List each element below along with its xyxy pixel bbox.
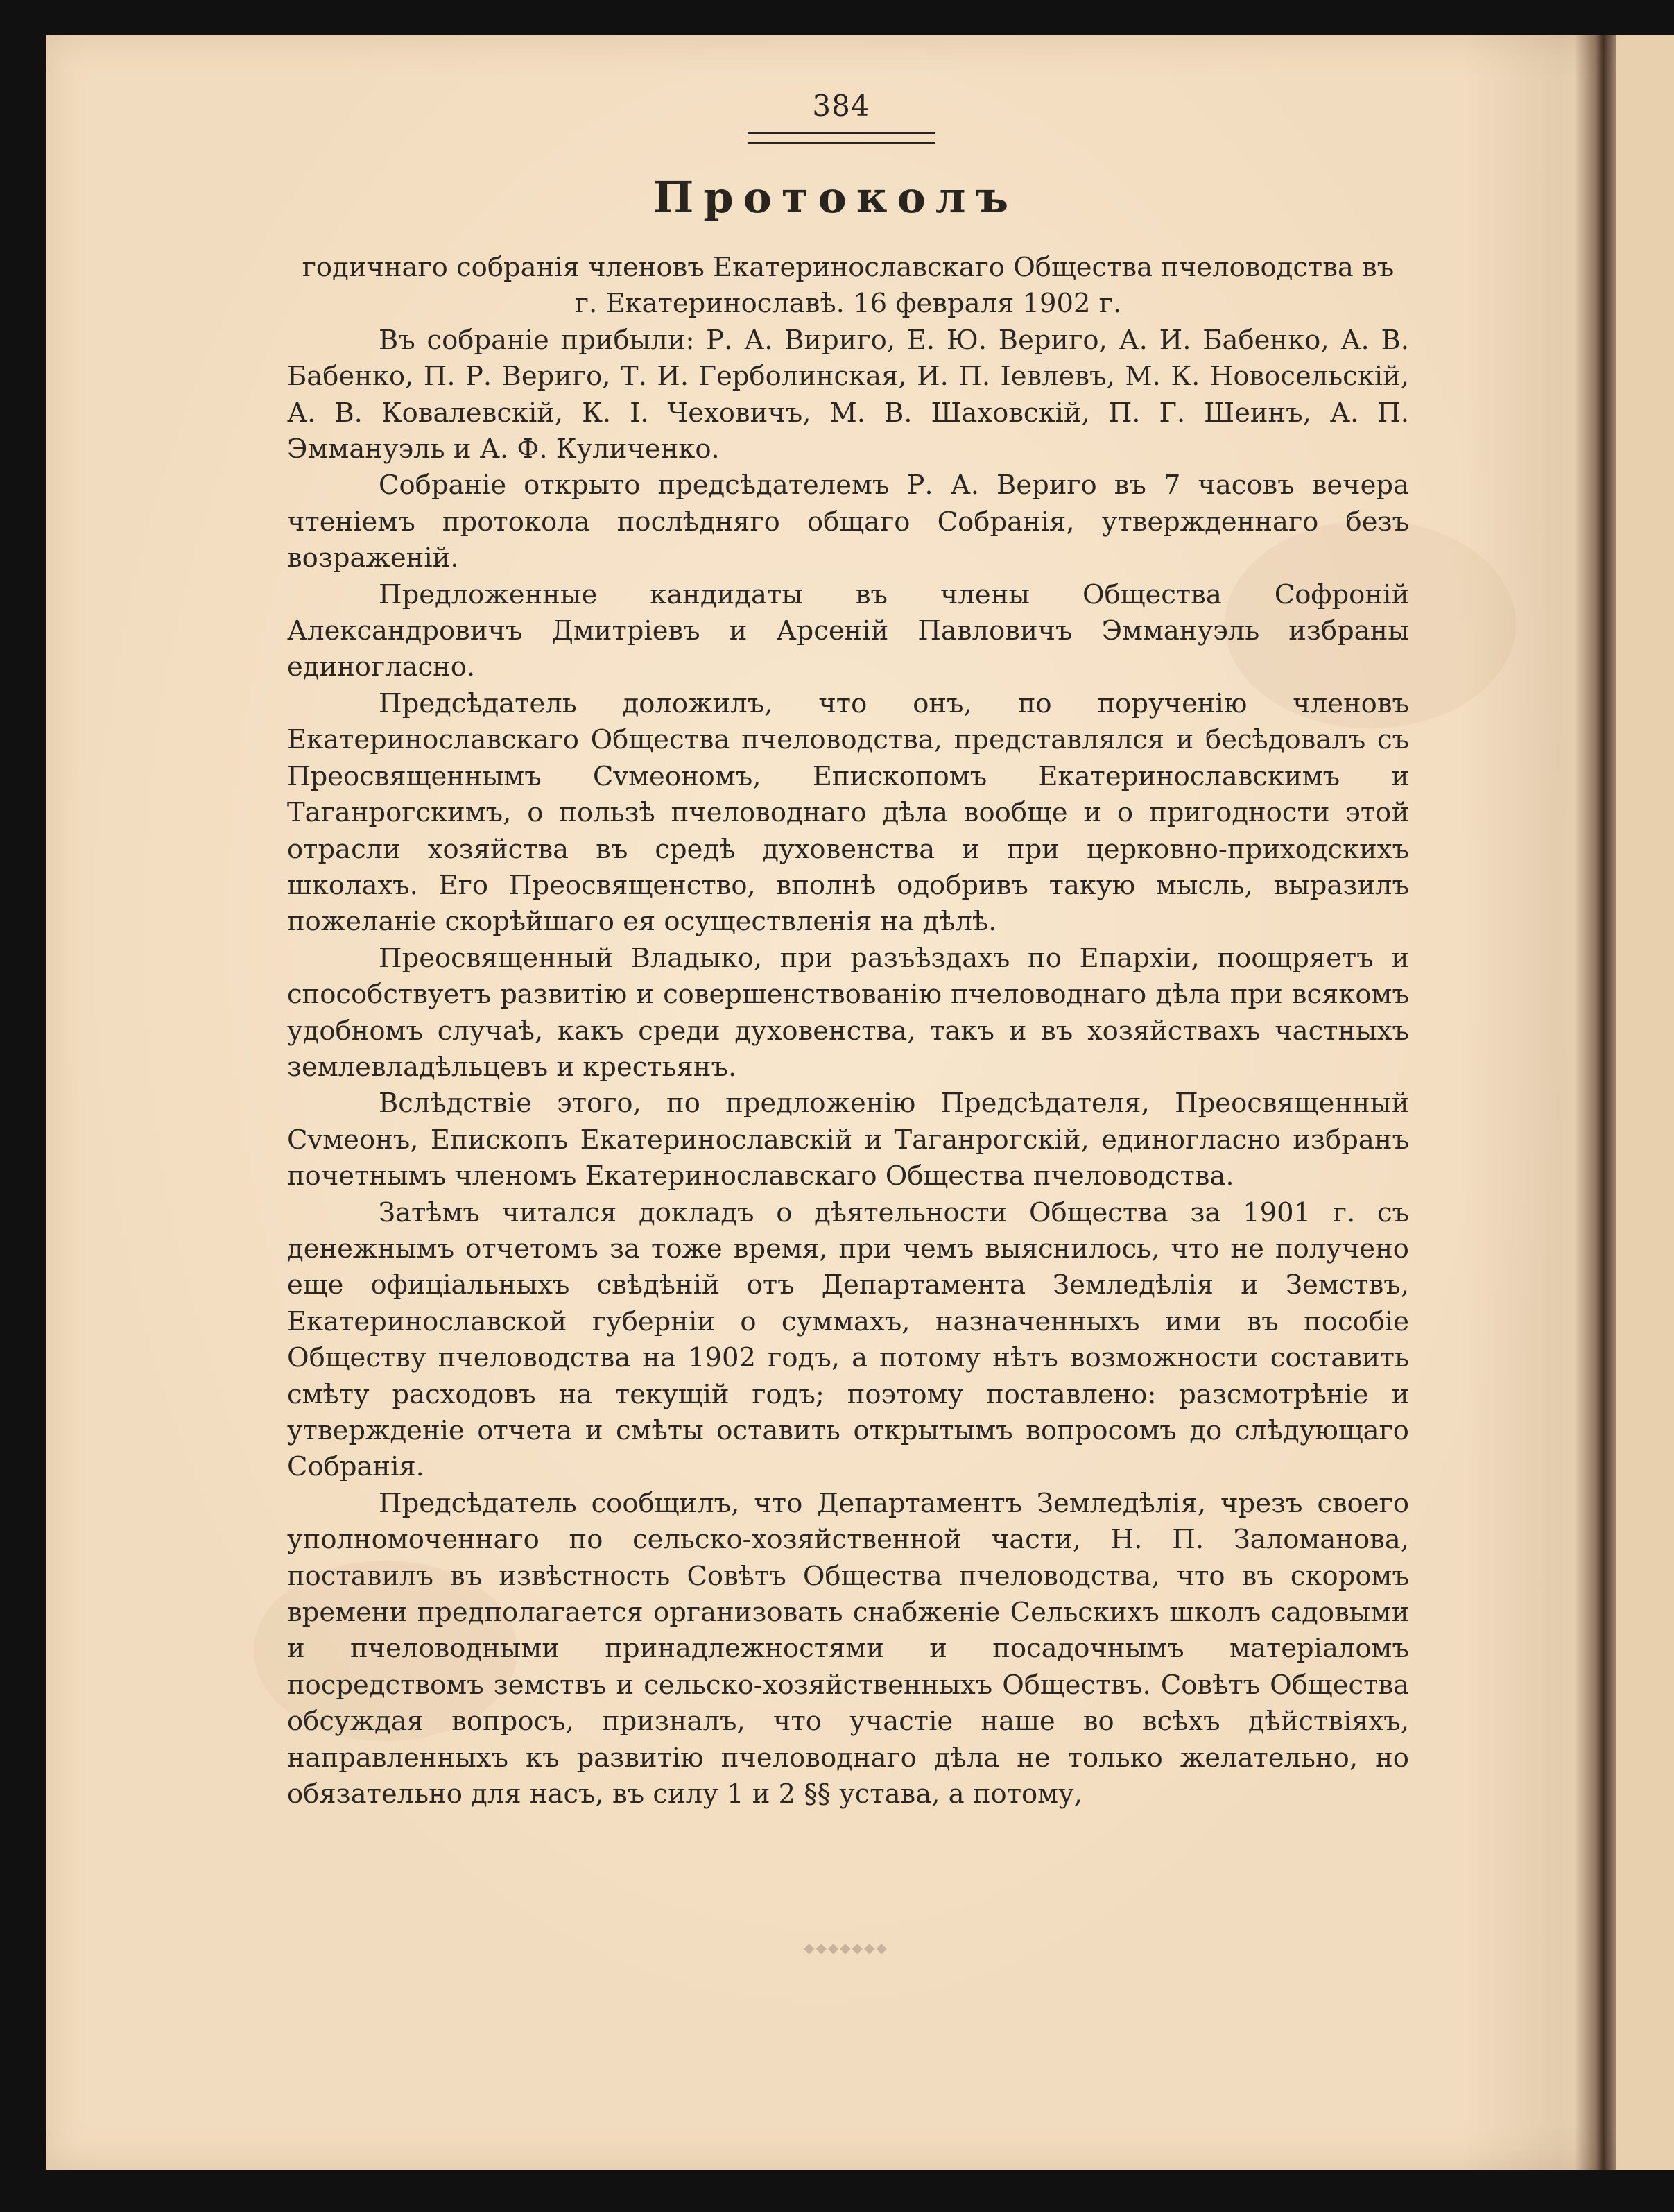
text-paragraph: Предсѣдатель доложилъ, что онъ, по порученію членовъ Екатеринославскаго Общества пчеловодства, представлялся и бесѣдовалъ съ Преосвященнымъ Сvмеономъ, Епископомъ Екатеринославскимъ и Таганрогскимъ, о пользѣ пчеловоднаго дѣла вообще и о пригодности этой отрасли хозяйства въ средѣ духовенства и при церковно-приходскихъ школахъ. Его Преосвященство, вполнѣ одобривъ такую мысль, выразилъ пожеланіе скорѣйшаго ея осуществленія на дѣлѣ. xyxy=(287,687,1409,938)
adjacent-page-edge xyxy=(1616,35,1674,2170)
text-paragraph: Предложенные кандидаты въ члены Общества Софроній Александровичъ Дмитріевъ и Арсеній Павловичъ Эммануэль избраны единогласно. xyxy=(287,578,1409,683)
protocol-text xyxy=(287,250,1409,1812)
text-paragraph: Преосвященный Владыко, при разъѣздахъ по Епархіи, поощряетъ и способствуетъ развитію и совершенствованію пчеловоднаго дѣла при всякомъ удобномъ случаѣ, какъ среди духовенства, такъ и въ хозяйствахъ частныхъ землевладѣльцевъ и крестьянъ. xyxy=(287,942,1409,1083)
bleed-through-ornament: ◆◆◆◆◆◆◆ xyxy=(804,1939,888,1956)
text-paragraph: Предсѣдатель сообщилъ, что Департаментъ Земледѣлія, чрезъ своего уполномоченнаго по сельско-хозяйственной части, Н. П. Заломанова, поставилъ въ извѣстность Совѣтъ Общества пчеловодства, что въ скоромъ времени предполагается организовать снабженіе Сельскихъ школъ садовыми и пчеловодными принадлежностями и посадочнымъ матеріаломъ посредствомъ земствъ и сельско-хозяйственныхъ Обществъ. Совѣтъ Общества обсуждая вопросъ, призналъ, что участіе наше во всѣхъ дѣйствіяхъ, направленныхъ къ развитію пчеловоднаго дѣла не только желательно, но обязательно для насъ, въ силу 1 и 2 §§ устава, а потому, xyxy=(287,1487,1409,1810)
page-title: Протоколъ xyxy=(653,172,1019,223)
text-paragraph: Затѣмъ читался докладъ о дѣятельности Общества за 1901 г. съ денежнымъ отчетомъ за тоже время, при чемъ выяснилось, что не получено еще офиціальныхъ свѣдѣній отъ Департамента Земледѣлія и Земствъ, Екатеринославской губерніи о суммахъ, назначенныхъ ими въ пособіе Обществу пчеловодства на 1902 годъ, а потому нѣтъ возможности составить смѣту расходовъ на текущій годъ; поэтому поставлено: разсмотрѣніе и утвержденіе отчета и смѣты оставить открытымъ вопросомъ до слѣдующаго Собранія. xyxy=(287,1197,1409,1483)
text-paragraph: Въ собраніе прибыли: Р. А. Вириго, Е. Ю. Вериго, А. И. Бабенко, А. В. Бабенко, П. Р. Вериго, Т. И. Герболинская, И. П. Іевлевъ, М. К. Новосельскій, А. В. Ковалевскій, К. І. Чеховичъ, М. В. Шаховскій, П. Г. Шеинъ, А. П. Эммануэль и А. Ф. Куличенко. xyxy=(287,324,1409,465)
text-paragraph: Собраніе открыто предсѣдателемъ Р. А. Вериго въ 7 часовъ вечера чтеніемъ протокола послѣдняго общаго Собранія, утвержденнаго безъ возраженій. xyxy=(287,470,1409,574)
text-paragraph: Вслѣдствіе этого, по предложенію Предсѣдателя, Преосвященный Сvмеонъ, Епископъ Екатеринославскій и Таганрогскій, единогласно избранъ почетнымъ членомъ Екатеринославскаго Общества пчеловодства. xyxy=(287,1088,1409,1192)
subtitle-paragraph: годичнаго собранія членовъ Екатеринославскаго Общества пчеловодства въ г. Екатеринославѣ. 16 февраля 1902 г. xyxy=(302,252,1395,320)
page-number: 384 xyxy=(812,89,870,123)
page-number-rule xyxy=(748,132,935,144)
